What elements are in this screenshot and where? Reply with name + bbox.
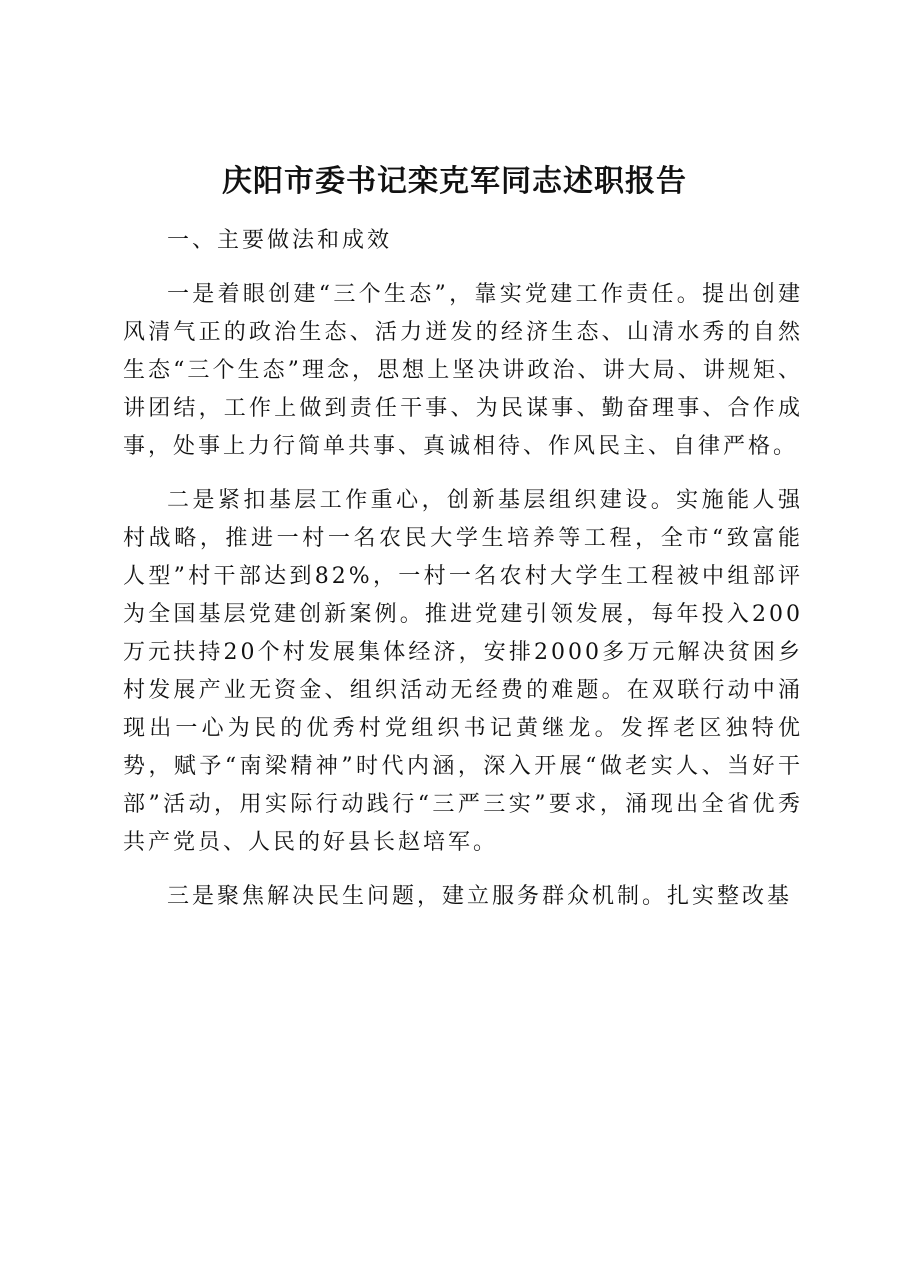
paragraph-2: 二是紧扣基层工作重心，创新基层组织建设。实施能人强村战略，推进一村一名农民大学生培养等工程，全市“致富能人型”村干部达到82%，一村一名农村大学生工程被中组部评为全国基层党建创新案例。推进党建引领发展，每年投入200万元扶持20个村发展集体经济，安排2000多万元解决贫困乡村发展产业无资金、组织活动无经费的难题。在双联行动中涌现出一心为民的优秀村党组织书记黄继龙。发挥老区独特优势，赋予“南梁精神”时代内涵，深入开展“做老实人、当好干部”活动，用实际行动践行“三严三实”要求，涌现出全省优秀共产党员、人民的好县长赵培军。 [123,488,803,855]
paragraph-1: 一是着眼创建“三个生态”，靠实党建工作责任。提出创建风清气正的政治生态、活力迸发的经济生态、山清水秀的自然生态“三个生态”理念，思想上坚决讲政治、讲大局、讲规矩、讲团结，工作上做到责任干事、为民谋事、勤奋理事、合作成事，处事上力行简单共事、真诚相待、作风民主、自律严格。 [123,282,803,459]
document-title: 庆阳市委书记栾克军同志述职报告 [222,164,687,199]
section-heading: 一、主要做法和成效 [167,228,393,253]
paragraph-3: 三是聚焦解决民生问题，建立服务群众机制。扎实整改基 [167,884,793,909]
document-body [123,222,803,916]
